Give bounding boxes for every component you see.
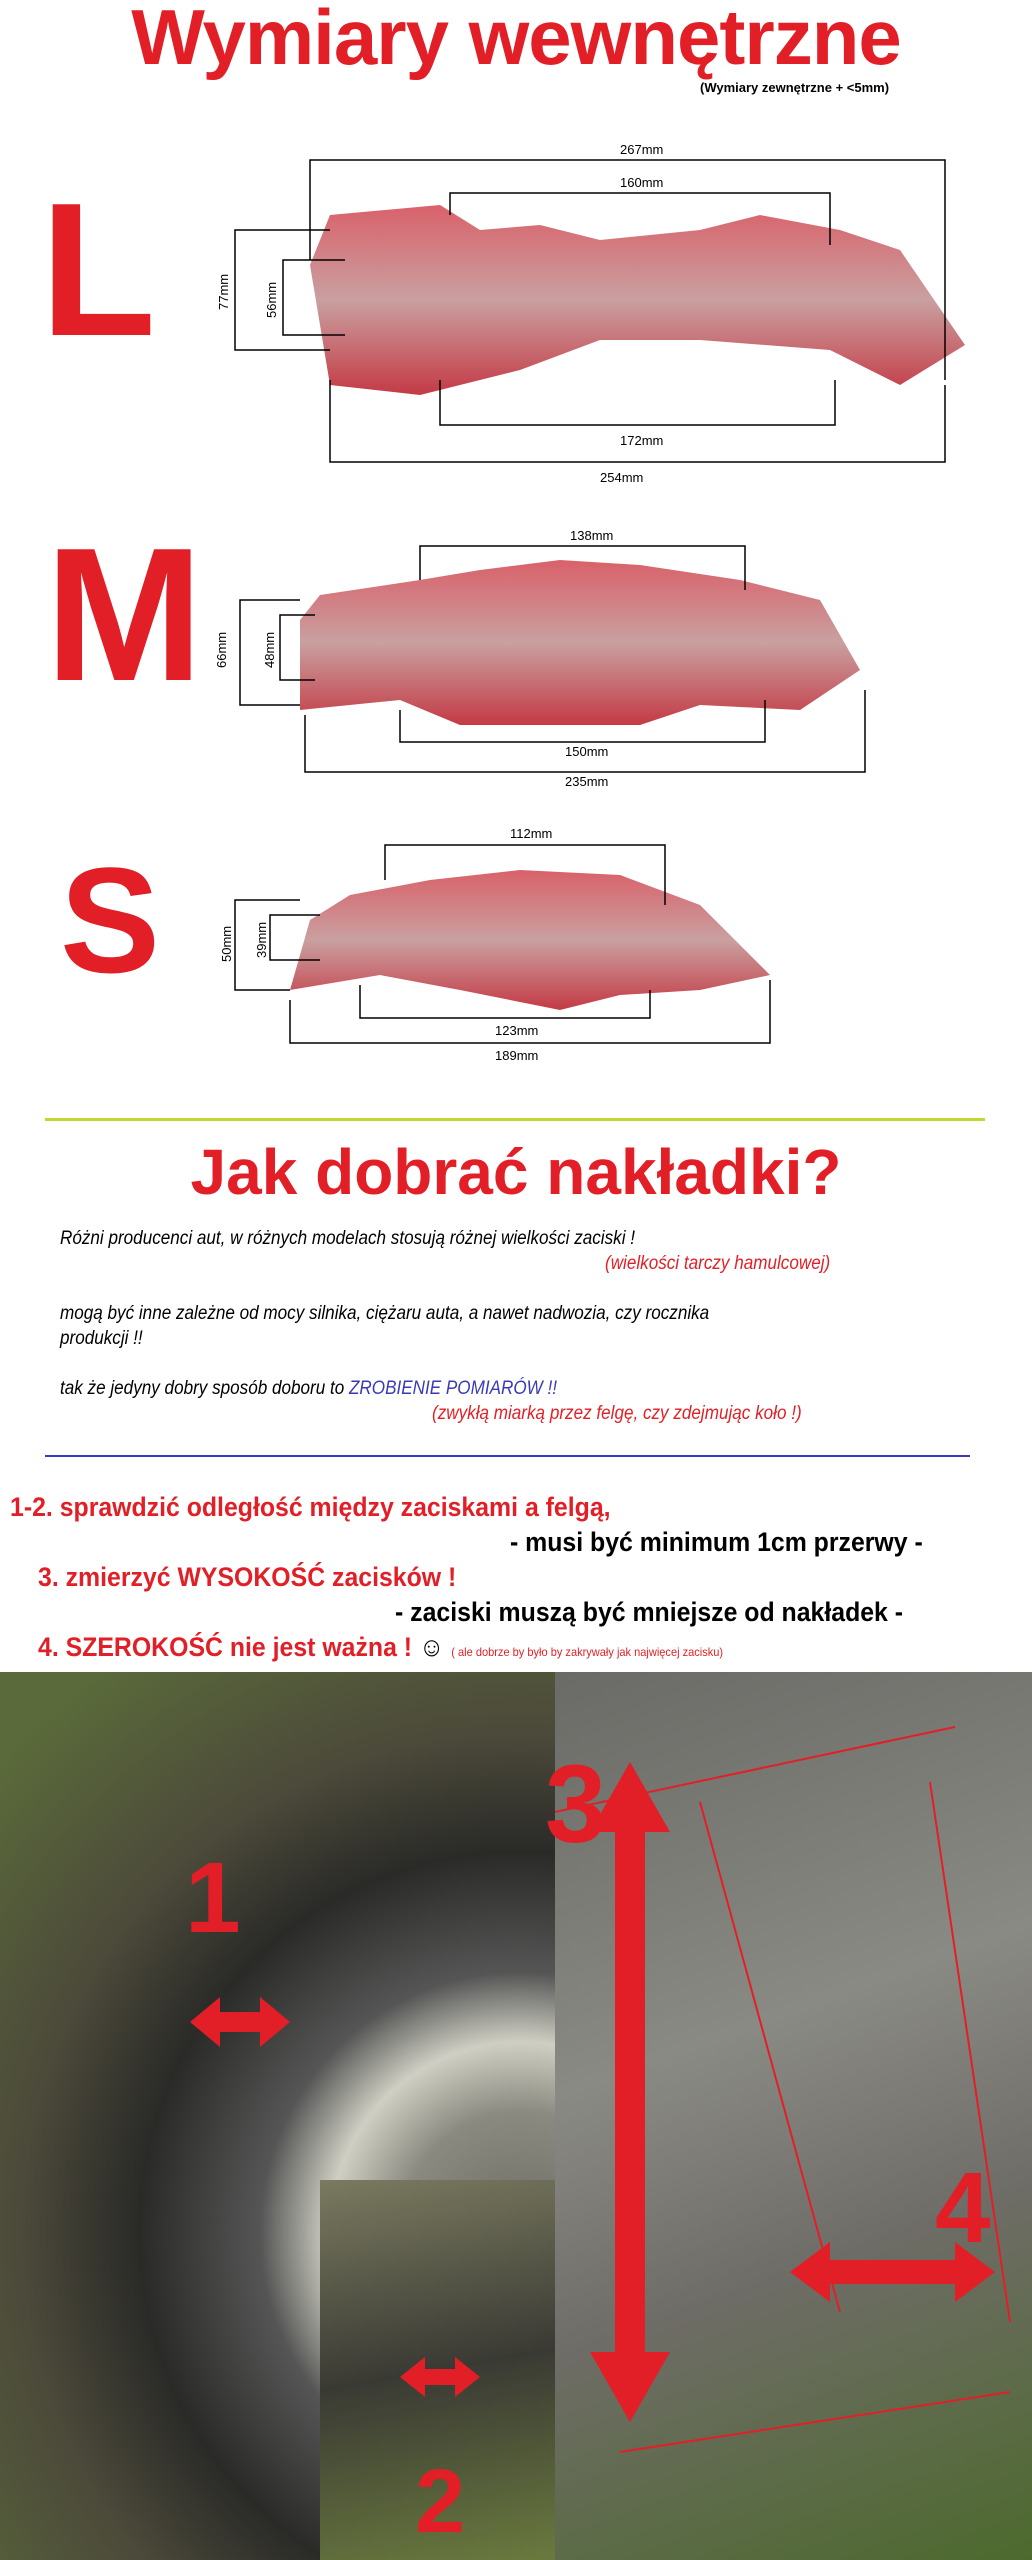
smiley-icon: ☺: [418, 1632, 445, 1662]
step-1-2-note: - musi być minimum 1cm przerwy -: [510, 1527, 923, 1557]
guide-p3-note: (zwykłą miarką przez felgę, czy zdejmując koło !): [432, 1403, 802, 1424]
dim-m-bottom-outer: 235mm: [565, 774, 609, 789]
caliper-s: [219, 826, 770, 1063]
step-4-note: ( ale dobrze by było by zakrywały jak najwięcej zacisku): [451, 1645, 724, 1659]
step-1-2: 1-2. sprawdzić odległość między zaciskami a felgą,: [10, 1492, 611, 1522]
guide-p3: [60, 1378, 557, 1400]
arrow-gap-2: [400, 2357, 480, 2397]
guide-title: Jak dobrać nakładki?: [190, 1136, 842, 1208]
divider-green: [45, 1118, 985, 1121]
caliper-m: [214, 528, 865, 789]
step-4-text: 4. SZEROKOŚĆ nie jest ważna !: [38, 1632, 413, 1662]
dim-l-height-inner: 56mm: [264, 281, 279, 318]
dim-s-top-inner: 112mm: [510, 826, 553, 841]
guide-p2a: mogą być inne zależne od mocy silnika, ciężaru auta, a nawet nadwozia, czy rocznika: [60, 1303, 710, 1324]
step-3-note: - zaciski muszą być mniejsze od nakładek -: [395, 1597, 904, 1627]
label-3: 3: [545, 1743, 607, 1866]
step-4: [38, 1632, 723, 1663]
dim-l-bottom-outer: 254mm: [600, 470, 644, 485]
dim-l-top-outer: 267mm: [620, 142, 664, 157]
guide-p3-highlight: ZROBIENIE POMIARÓW !!: [348, 1378, 558, 1399]
caliper-diagrams: [0, 0, 1032, 1100]
guide-p3-text: tak że jedyny dobry sposób doboru to: [60, 1378, 349, 1399]
size-letter-l: L: [40, 164, 157, 376]
dim-s-height-outer: 50mm: [219, 925, 234, 962]
guide-p1: Różni producenci aut, w różnych modelach stosują różnej wielkości zaciski !: [60, 1228, 636, 1249]
guide-p1-note: (wielkości tarczy hamulcowej): [605, 1253, 831, 1274]
size-letter-s: S: [60, 836, 161, 1004]
dim-m-bottom-inner: 150mm: [565, 744, 609, 759]
label-1: 1: [185, 1842, 241, 1954]
dim-s-bottom-outer: 189mm: [495, 1048, 539, 1063]
size-letter-m: M: [45, 509, 204, 721]
dim-l-height-outer: 77mm: [216, 273, 231, 310]
page-title: Wymiary wewnętrzne: [131, 0, 901, 81]
label-4: 4: [935, 2152, 991, 2264]
guide-p2b: produkcji !!: [60, 1328, 143, 1349]
dim-m-top-inner: 138mm: [570, 528, 614, 543]
dim-s-height-inner: 39mm: [254, 921, 269, 958]
subtitle: (Wymiary zewnętrzne + <5mm): [700, 80, 890, 95]
dim-m-height-outer: 66mm: [214, 631, 229, 668]
measurement-overlays: [0, 1672, 1032, 2560]
dim-l-top-inner: 160mm: [620, 175, 664, 190]
dim-m-height-inner: 48mm: [262, 631, 277, 668]
divider-blue: [45, 1455, 970, 1457]
dim-l-bottom-inner: 172mm: [620, 433, 664, 448]
step-3: 3. zmierzyć WYSOKOŚĆ zacisków !: [38, 1562, 457, 1592]
caliper-l: [216, 142, 965, 485]
label-2: 2: [415, 2452, 466, 2552]
arrow-gap-1: [190, 1997, 290, 2047]
dim-s-bottom-inner: 123mm: [495, 1023, 539, 1038]
